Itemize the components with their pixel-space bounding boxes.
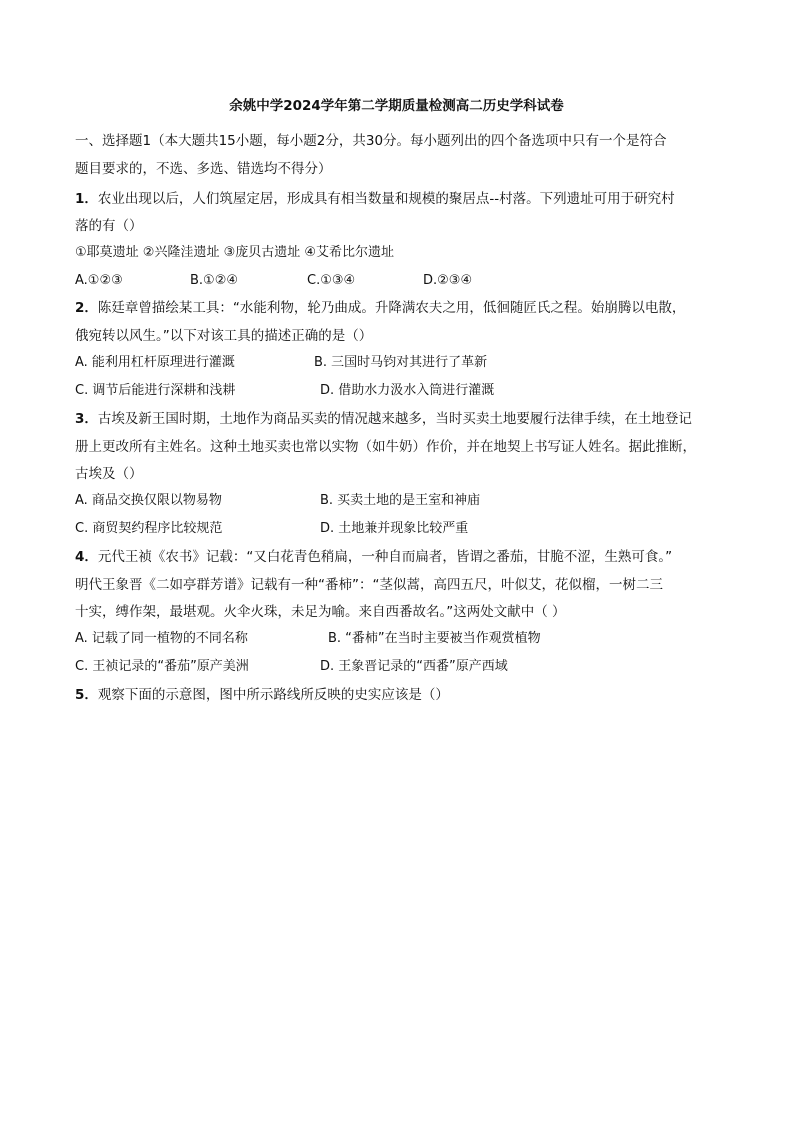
question-3-option-b[interactable]: B. 买卖土地的是王室和神庙 <box>320 493 481 508</box>
question-5-line-1 <box>75 685 725 705</box>
question-2-option-b[interactable]: B. 三国时马钧对其进行了革新 <box>314 355 488 370</box>
question-4-line-3: 十实，缚作架，最堪观。火伞火珠，未足为喻。来自西番故名。”这两处文献中（ ） <box>75 604 566 620</box>
question-5-number: 5． <box>75 687 98 703</box>
question-3-line-3: 古埃及（） <box>75 466 143 482</box>
question-1-option-c[interactable]: C.①③④ <box>307 273 356 288</box>
question-3-option-a[interactable]: A. 商品交换仅限以物易物 <box>75 493 222 508</box>
question-5-stem: 观察下面的示意图，图中所示路线所反映的史实应该是（） <box>97 687 449 703</box>
question-4-number: 4． <box>75 549 98 565</box>
question-4-option-b[interactable]: B. “番柿”在当时主要被当作观赏植物 <box>328 631 541 646</box>
question-3-option-d[interactable]: D. 土地兼并现象比较严重 <box>320 521 469 536</box>
question-1-option-b[interactable]: B.①②④ <box>190 273 239 288</box>
question-1-line-1 <box>75 189 725 209</box>
question-3-number: 3． <box>75 411 98 427</box>
question-3-line-2: 册上更改所有主姓名。这种土地买卖也常以实物（如牛奶）作价，并在地契上书写证人姓名。据此推断， <box>75 439 696 455</box>
question-4-option-d[interactable]: D. 王象晋记录的“西番”原产西域 <box>320 659 508 674</box>
question-3-line-1 <box>75 409 725 429</box>
question-4-line-1 <box>75 547 725 567</box>
question-1-sites: ①耶莫遗址 ②兴隆洼遗址 ③庞贝古遗址 ④艾希比尔遗址 <box>75 245 395 260</box>
question-3-stem: 古埃及新王国时期，土地作为商品买卖的情况越来越多，当时买卖土地要履行法律手续，在土地登记 <box>97 411 692 427</box>
exam-title: 余姚中学2024学年第二学期质量检测高二历史学科试卷 <box>229 98 564 114</box>
question-2-line-2: 俄宛转以风生。”以下对该工具的描述正确的是（） <box>75 328 373 344</box>
question-2-option-c[interactable]: C. 调节后能进行深耕和浅耕 <box>75 383 236 398</box>
section-instruction-line-1: 一、选择题1（本大题共15小题，每小题2分，共30分。每小题列出的四个备选项中只有一个是符合 <box>75 133 667 149</box>
question-4-stem: 元代王祯《农书》记载：“又白花青色稍扁，一种自而扁者，皆谓之番茄，甘脆不涩，生熟可食。” <box>97 549 673 565</box>
question-2-option-a[interactable]: A. 能利用杠杆原理进行灌溉 <box>75 355 235 370</box>
question-1-option-d[interactable]: D.②③④ <box>423 273 473 288</box>
question-2-line-1 <box>75 298 725 318</box>
question-4-option-a[interactable]: A. 记载了同一植物的不同名称 <box>75 631 248 646</box>
question-1-number: 1． <box>75 191 98 207</box>
section-instruction-line-2: 题目要求的，不选、多选、错选均不得分） <box>75 161 332 177</box>
question-2-stem: 陈廷章曾描绘某工具：“水能利物，轮乃曲成。升降满农夫之用，低徊随匠氏之程。始崩腾以电散， <box>97 300 686 316</box>
question-1-stem: 农业出现以后，人们筑屋定居，形成具有相当数量和规模的聚居点--村落。下列遗址可用于研究村 <box>97 191 675 207</box>
question-1-line-2: 落的有（） <box>75 218 143 234</box>
question-3-option-c[interactable]: C. 商贸契约程序比较规范 <box>75 521 223 536</box>
question-1-option-a[interactable]: A.①②③ <box>75 273 123 288</box>
question-2-number: 2． <box>75 300 98 316</box>
question-2-option-d[interactable]: D. 借助水力汲水入筒进行灌溉 <box>320 383 495 398</box>
question-4-line-2: 明代王象晋《二如亭群芳谱》记载有一种“番柿”：“茎似蒿，高四五尺，叶似艾，花似榴，一树二三 <box>75 577 663 593</box>
question-4-option-c[interactable]: C. 王祯记录的“番茄”原产美洲 <box>75 659 249 674</box>
